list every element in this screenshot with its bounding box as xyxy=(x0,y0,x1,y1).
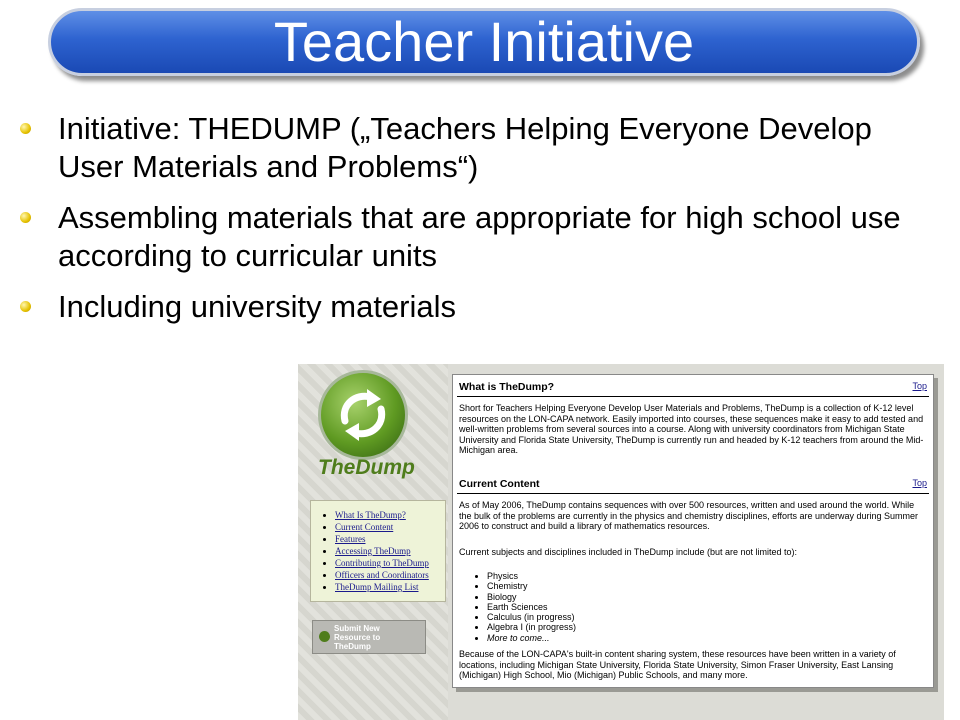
list-item: • Calculus (in progress) xyxy=(487,612,576,622)
divider xyxy=(457,493,929,494)
nav-link-contributing[interactable]: Contributing to TheDump xyxy=(335,558,429,568)
submit-resource-button[interactable] xyxy=(312,620,426,654)
section-heading-current-content: Current Content xyxy=(459,478,540,490)
website-screenshot xyxy=(298,364,944,720)
nav-link-current-content[interactable]: Current Content xyxy=(335,522,394,532)
list-item: • Algebra I (in progress) xyxy=(487,622,576,632)
section-body: Short for Teachers Helping Everyone Develop User Materials and Problems, TheDump is a collection of K-12 level resources on the LON-CAPA network. Easily imported into courses, these sequences make it easy to add tested and well-written problems from several sources into a course. Along with university coordinators from Michigan State University and Florida State University, TheDump is currently run and headed by K-12 teachers from around the Mid-Michigan area. xyxy=(459,403,924,455)
bullet-list xyxy=(20,110,940,339)
bullet-item xyxy=(20,288,940,326)
section-body: As of May 2006, TheDump contains sequences with over 500 resources, written and used around the world. While the bulk of the problems are currently in the physics and chemistry disciplines, efforts are underway during Summer 2006 to construct and build a library of mathematics resources. xyxy=(459,500,919,531)
subjects-intro: Current subjects and disciplines included in TheDump include (but are not limited to): xyxy=(459,547,798,557)
website-nav xyxy=(310,500,446,602)
slide-title: Teacher Initiative xyxy=(273,10,695,73)
submit-label: Submit New Resource to TheDump xyxy=(334,624,381,651)
bullet-text: Including university materials xyxy=(58,289,457,324)
nav-link-officers[interactable]: Officers and Coordinators xyxy=(335,570,429,580)
section-heading-what-is: What is TheDump? xyxy=(459,381,555,393)
nav-link-what-is[interactable]: What Is TheDump? xyxy=(335,510,406,520)
list-item: • Biology xyxy=(487,592,576,602)
logo-text: TheDump xyxy=(318,456,415,479)
website-sidebar xyxy=(298,364,448,720)
nav-link-accessing[interactable]: Accessing TheDump xyxy=(335,546,411,556)
website-content xyxy=(452,374,934,688)
bullet-icon xyxy=(20,212,31,223)
nav-link-mailing-list[interactable]: TheDump Mailing List xyxy=(335,582,419,592)
nav-link-features[interactable]: Features xyxy=(335,534,366,544)
subject-list xyxy=(477,571,576,643)
bullet-item xyxy=(20,110,940,186)
list-item: • More to come... xyxy=(487,633,576,643)
divider xyxy=(457,396,929,397)
list-item: • Chemistry xyxy=(487,581,576,591)
closing-paragraph: Because of the LON-CAPA's built-in content sharing system, these resources have been written in a variety of locations, including Michigan State University, Florida State University, Simon Fraser University, East Lansing (Michigan) High School, Mio (Michigan) Public Schools, and many more. xyxy=(459,649,896,680)
bullet-text: Assembling materials that are appropriate for high school use according to curricular units xyxy=(58,200,901,273)
bullet-item xyxy=(20,199,940,275)
bullet-icon xyxy=(20,123,31,134)
thedump-logo-icon xyxy=(318,370,408,460)
bullet-text: Initiative: THEDUMP („Teachers Helping Everyone Develop User Materials and Problems“) xyxy=(58,111,872,184)
top-link[interactable]: Top xyxy=(912,381,927,391)
bullet-icon xyxy=(20,301,31,312)
list-item: • Earth Sciences xyxy=(487,602,576,612)
submit-icon xyxy=(319,631,330,642)
list-item: • Physics xyxy=(487,571,576,581)
top-link[interactable]: Top xyxy=(912,478,927,488)
